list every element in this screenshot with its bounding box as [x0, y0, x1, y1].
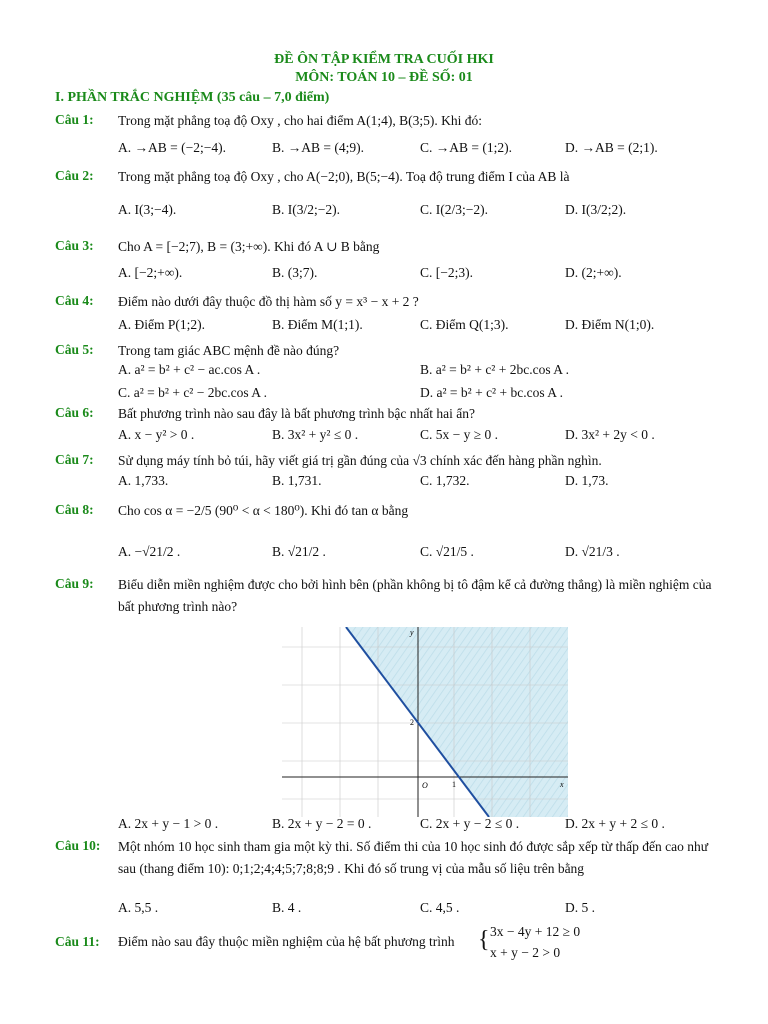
option-c: C. 2x + y − 2 ≤ 0 .: [420, 816, 520, 831]
option-a: A. [−2;+∞).: [118, 265, 183, 280]
exam-title: ĐỀ ÔN TẬP KIỂM TRA CUỐI HKI: [274, 52, 494, 67]
question-label: Câu 2:: [55, 168, 94, 183]
question-label: Câu 7:: [55, 452, 94, 467]
option-b: B. 1,731.: [272, 473, 322, 488]
option-b: B. Điểm M(1;1).: [272, 317, 363, 332]
option-c: C. a² = b² + c² − 2bc.cos A .: [118, 385, 267, 400]
shaded-region: [346, 627, 568, 817]
option-b: B. 3x² + y² ≤ 0 .: [272, 427, 359, 442]
question-text: Sử dụng máy tính bỏ túi, hãy viết giá trị gần đúng của √3 chính xác đến hàng phần nghìn.: [118, 453, 602, 468]
option-c: C. 5x − y ≥ 0 .: [420, 427, 499, 442]
question-text: Trong tam giác ABC mệnh đề nào đúng?: [118, 343, 340, 358]
question-text: Điểm nào sau đây thuộc miền nghiệm của hệ bất phương trình: [118, 934, 455, 949]
question-label: Câu 1:: [55, 112, 94, 127]
option-d: D. (2;+∞).: [565, 265, 622, 280]
origin-label: O: [422, 781, 428, 790]
option-c: C. Điểm Q(1;3).: [420, 317, 509, 332]
option-b: B. (3;7).: [272, 265, 318, 280]
system-line-2: x + y − 2 > 0: [490, 945, 561, 960]
question-text: Biểu diễn miền nghiệm được cho bởi hình bên (phần không bị tô đậm kể cả đường thẳng) là miền nghiệm của bất phương trình nào?: [118, 577, 712, 614]
option-d: D. Điểm N(1;0).: [565, 317, 655, 332]
question-text: Cho A = [−2;7), B = (3;+∞). Khi đó A ∪ B bằng: [118, 239, 380, 254]
option-c: C. √21/5 .: [420, 544, 474, 559]
question-text: Một nhóm 10 học sinh tham gia một kỳ thi. Số điểm thi của 10 học sinh đó được sắp xếp từ thấp đến cao như sau (thang điểm 10): 0;1;2;4;4;5;7;8;8;9 . Khi đó số trung vị của mẫu số liệu trên bằng: [118, 839, 709, 876]
option-a: A. →AB = (−2;−4).: [118, 140, 226, 155]
question-label: Câu 9:: [55, 576, 94, 591]
x-tick-label: 1: [452, 780, 456, 789]
question-text: Điểm nào dưới đây thuộc đồ thị hàm số y = x³ − x + 2 ?: [118, 294, 419, 309]
option-b: B. 2x + y − 2 = 0 .: [272, 816, 372, 831]
question-label: Câu 6:: [55, 405, 94, 420]
question-text: Cho cos α = −2/5 (90⁰ < α < 180⁰). Khi đó tan α bằng: [118, 503, 409, 518]
question-label: Câu 8:: [55, 502, 94, 517]
exam-subtitle: MÔN: TOÁN 10 – ĐỀ SỐ: 01: [295, 70, 473, 85]
system-brace: {: [478, 927, 490, 953]
option-a: A. Điểm P(1;2).: [118, 317, 205, 332]
option-b: B. →AB = (4;9).: [272, 140, 364, 155]
question-text: Trong mặt phẳng toạ độ Oxy , cho A(−2;0), B(5;−4). Toạ độ trung điểm I của AB là: [118, 169, 570, 184]
question-label: Câu 4:: [55, 293, 94, 308]
option-b: B. 4 .: [272, 900, 302, 915]
option-d: D. 2x + y + 2 ≤ 0 .: [565, 816, 665, 831]
question-label: Câu 10:: [55, 838, 101, 853]
option-c: C. 4,5 .: [420, 900, 460, 915]
question-label: Câu 5:: [55, 342, 94, 357]
section-heading: I. PHẦN TRẮC NGHIỆM (35 câu – 7,0 điểm): [55, 90, 330, 105]
option-a: A. a² = b² + c² − ac.cos A .: [118, 362, 261, 377]
option-d: D. 5 .: [565, 900, 595, 915]
option-c: C. →AB = (1;2).: [420, 140, 512, 155]
option-c: C. [−2;3).: [420, 265, 473, 280]
option-d: D. √21/3 .: [565, 544, 620, 559]
option-b: B. a² = b² + c² + 2bc.cos A .: [420, 362, 569, 377]
question-text: Bất phương trình nào sau đây là bất phương trình bậc nhất hai ẩn?: [118, 406, 475, 421]
option-a: A. 5,5 .: [118, 900, 159, 915]
question-label: Câu 3:: [55, 238, 94, 253]
option-a: A. x − y² > 0 .: [118, 427, 195, 442]
option-a: A. I(3;−4).: [118, 202, 177, 217]
option-d: D. →AB = (2;1).: [565, 140, 658, 155]
option-d: D. a² = b² + c² + bc.cos A .: [420, 385, 563, 400]
option-d: D. 3x² + 2y < 0 .: [565, 427, 655, 442]
option-b: B. I(3/2;−2).: [272, 202, 340, 217]
solution-region-graph: [282, 627, 568, 817]
system-line-1: 3x − 4y + 12 ≥ 0: [490, 924, 581, 939]
option-a: A. −√21/2 .: [118, 544, 181, 559]
x-axis-label: x: [560, 780, 564, 789]
option-d: D. I(3/2;2).: [565, 202, 627, 217]
option-a: A. 2x + y − 1 > 0 .: [118, 816, 219, 831]
question-label: Câu 11:: [55, 934, 100, 949]
y-tick-label: 2: [410, 718, 414, 727]
option-c: C. I(2/3;−2).: [420, 202, 488, 217]
option-b: B. √21/2 .: [272, 544, 326, 559]
option-d: D. 1,73.: [565, 473, 609, 488]
y-axis-label: y: [410, 628, 414, 637]
option-a: A. 1,733.: [118, 473, 169, 488]
question-text: Trong mặt phẳng toạ độ Oxy , cho hai điểm A(1;4), B(3;5). Khi đó:: [118, 113, 482, 128]
option-c: C. 1,732.: [420, 473, 470, 488]
